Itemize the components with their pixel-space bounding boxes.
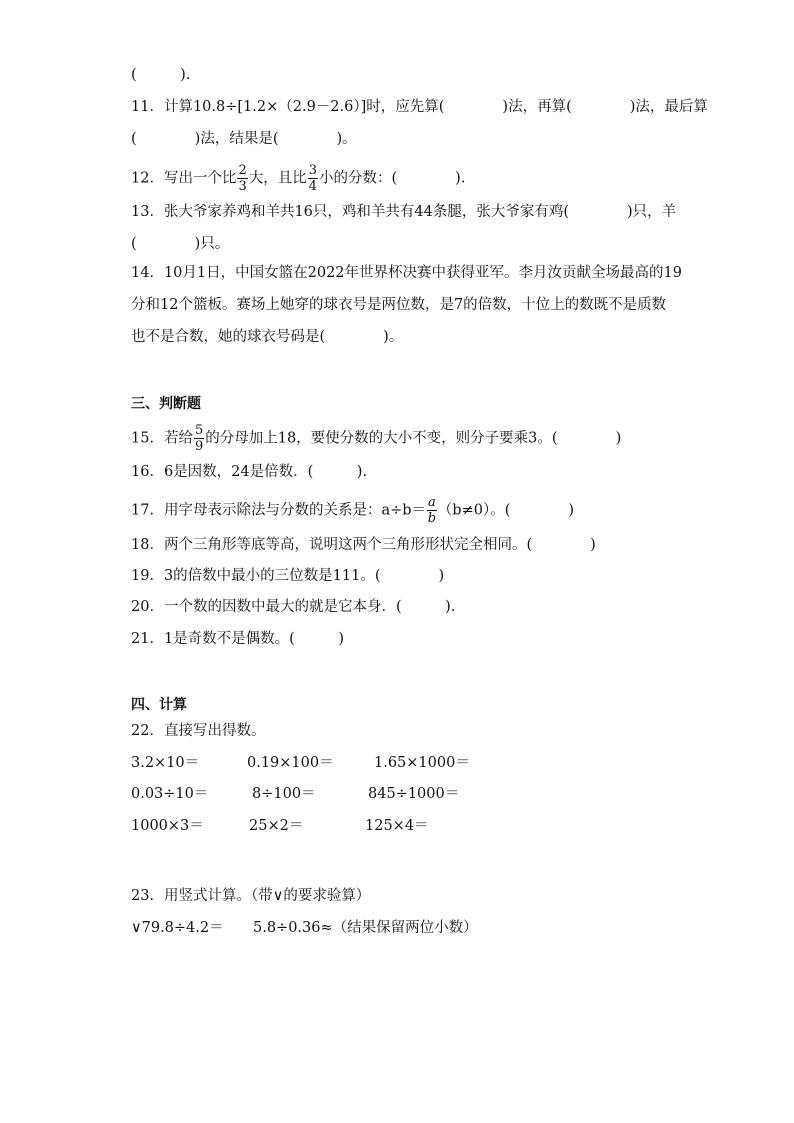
calc-r3c2: 25×2＝ (249, 818, 304, 834)
q23-line: 23．用竖式计算。（带∨的要求验算） (131, 888, 371, 904)
q10-answer-tail: ( ). (131, 67, 191, 83)
q12-text-post: 小的分数：( ). (319, 170, 466, 187)
calc-r2c1: 0.03÷10＝ (131, 786, 209, 802)
q11-line-1: 11．计算10.8÷[1.2×（2.9－2.6）]时，应先算( )法，再算( )法，最后算 (131, 99, 708, 115)
calc-r1c2: 0.19×100＝ (247, 755, 334, 771)
q14-line-1: 14．10月1日，中国女篮在2022年世界杯决赛中获得亚军。李月汝贡献全场最高的19 (131, 265, 682, 281)
q12-fraction-3-4: $\frac{3}{4}$ (308, 163, 318, 194)
q23-calc-2: 5.8÷0.36≈（结果保留两位小数） (253, 920, 478, 936)
calc-r1c1: 3.2×10＝ (131, 755, 200, 771)
q21-line: 21．1是奇数不是偶数。( ) (131, 631, 344, 647)
q12-text-mid: 大，且比 (248, 170, 307, 187)
q15-line: 15．若给 $\frac{5}{9}$ 的分母加上18，要使分数的大小不变，则分子要乘3。( ) (131, 423, 622, 454)
q14-line-2: 分和12个篮板。赛场上她穿的球衣号是两位数，是7的倍数，十位上的数既不是质数 (131, 297, 667, 313)
q15-fraction-5-9: $\frac{5}{9}$ (194, 423, 204, 454)
q22-line: 22．直接写出得数。 (131, 723, 266, 739)
q12-text-pre: 12．写出一个比 (131, 170, 237, 187)
q14-line-3: 也不是合数，她的球衣号码是( )。 (131, 329, 404, 345)
q19-line: 19．3的倍数中最小的三位数是111。( ) (131, 568, 445, 584)
q13-line-1: 13．张大爷家养鸡和羊共16只，鸡和羊共有44条腿，张大爷家有鸡( )只，羊 (131, 204, 677, 220)
calc-r2c3: 845÷1000＝ (368, 786, 460, 802)
q16-line: 16．6是因数，24是倍数．( ). (131, 464, 368, 480)
q13-line-2: ( )只。 (131, 236, 230, 252)
section-4-heading: 四、计算 (131, 697, 187, 713)
calc-r3c1: 1000×3＝ (131, 818, 204, 834)
section-3-heading: 三、判断题 (131, 396, 201, 412)
q23-calc-1: ∨79.8÷4.2＝ (131, 920, 224, 936)
calc-r2c2: 8÷100＝ (252, 786, 316, 802)
q12-fraction-2-3: $\frac{2}{3}$ (238, 163, 247, 194)
q12-line (131, 164, 465, 193)
q20-line: 20．一个数的因数中最大的就是它本身．( ). (131, 599, 456, 615)
q18-line: 18．两个三角形等底等高，说明这两个三角形形状完全相同。( ) (131, 537, 596, 553)
calc-r1c3: 1.65×1000＝ (374, 755, 470, 771)
q11-line-2: ( )法，结果是( )。 (131, 131, 357, 147)
q17-fraction-a-b: $\frac{a}{b}$ (427, 495, 437, 526)
calc-r3c3: 125×4＝ (365, 818, 429, 834)
q17-line: 17．用字母表示除法与分数的关系是：a÷b＝ $\frac{a}{b}$ （b≠0）。( ) (131, 495, 575, 526)
